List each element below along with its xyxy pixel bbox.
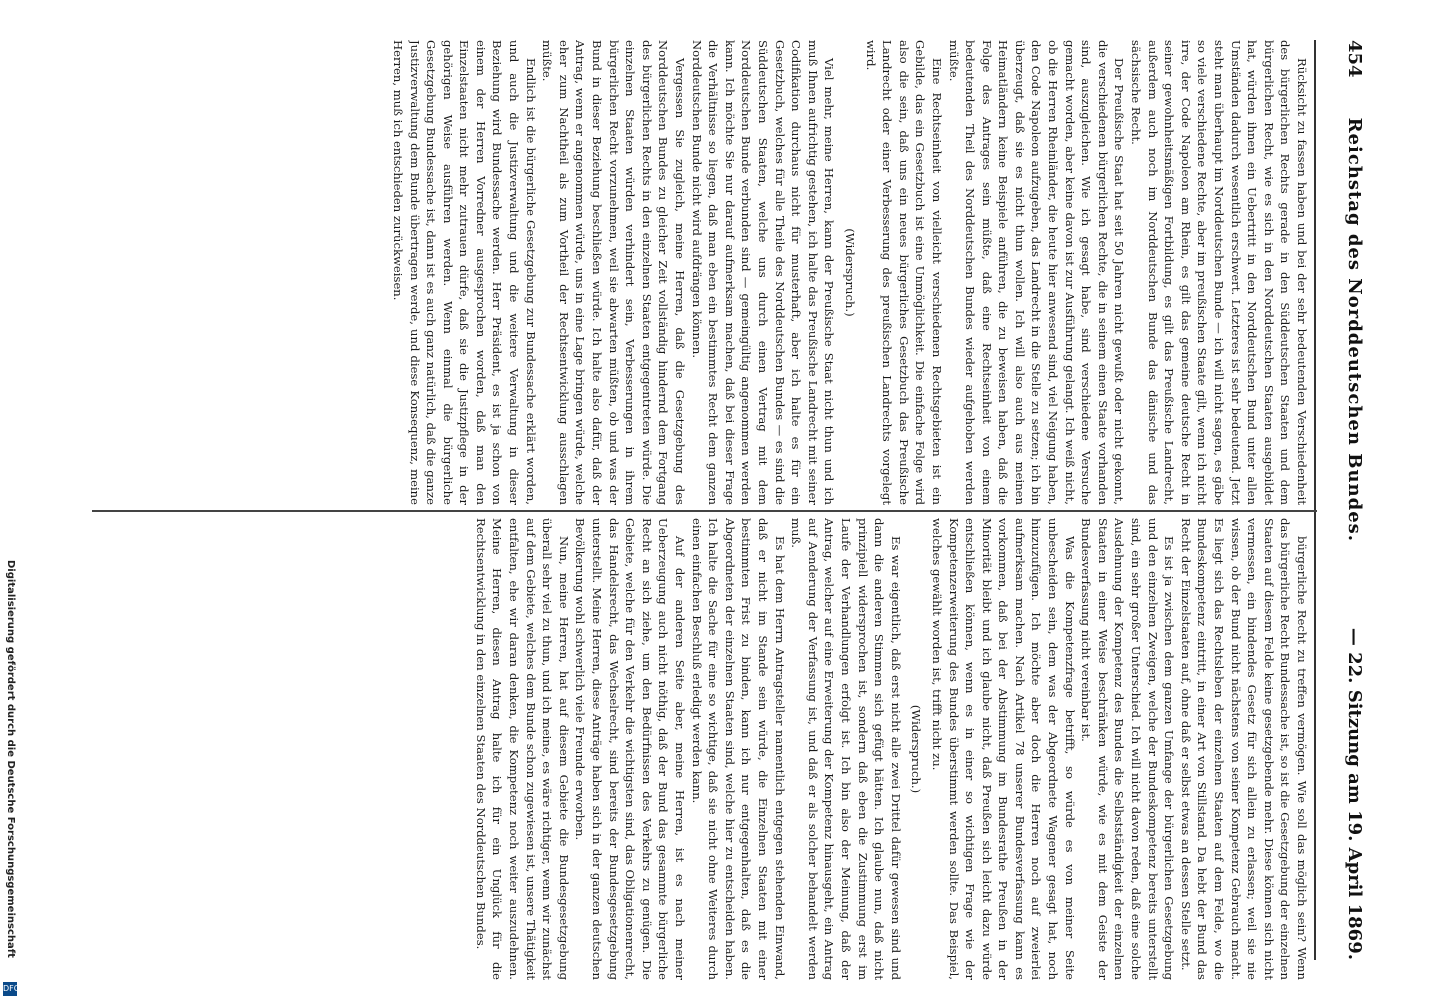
- header-session: — 22. Sitzung am 19. April 1869.: [1344, 627, 1366, 960]
- page-header: [1325, 40, 1385, 960]
- paragraph: Endlich ist die bürgerliche Gesetzgebung zur Bundessache erklärt worden, und auch die Justizverwaltung und die weitere Verwaltung in dieser Beziehung wird Bundessache werden. Herr Präsident, es ist ja schon von einem der Herren Vorredner ausgesprochen worden, daß man den Einzelstaaten nicht mehr zutrauen dürfe, daß sie die Justizpflege in der gehörigen Weise ausführen werden. Wenn einmal die bürgerliche Gesetzgebung Bundessache ist, dann ist es auch ganz natürlich, daß die ganze Justizverwaltung dem Bunde übertragen werde, und diese Konsequenz, meine Herren, muß ich entschieden zurückweisen.: [390, 40, 538, 505]
- interjection: (Widerspruch.): [842, 228, 857, 317]
- paragraph: Eine Rechtseinheit von vielleicht verschiedenen Rechtsgebieten ist ein Gebilde, das ein Gesetzbuch ist eine Unmöglichkeit. Die einfache Folge wird also die sein, daß uns ein neues bürgerliches Gesetzbuch das Preußische Landrecht oder einer Verbesserung des preußischen Landrechts vorgelegt wird.: [863, 40, 944, 505]
- header-title: Reichstag des Norddeutschen Bundes.: [1344, 117, 1366, 543]
- dfg-logo: DFG: [3, 982, 17, 996]
- paragraph: Der Preußische Staat hat seit 50 Jahren nicht gewußt oder nicht gekonnt, die verschiedenen bürgerlichen Rechte, die in seinem einen Staate vorhanden sind, auszugleichen. Wie ich gesagt habe, sind verschiedene Versuche gemacht worden, aber keine davon ist zur Ausführung gelangt. Ich weiß nicht, ob die Herren Rheinländer, die heute hier anwesend sind, viel Neigung haben, den Code Napoleon aufzugeben, das Landrecht in die Stelle zu setzen; ich bin überzeugt, daß sie es nicht thun wollen. Ich will also auch aus meinen Heimatländern keine Beispiele anführen, die zu beweisen haben, daß die Folge des Antrages sein müßte, daß eine Rechtseinheit von einem bedeutenden Theil des Norddeutschen Bundes wieder aufgehoben werden müßte.: [946, 40, 1127, 505]
- digitization-sidebar: [0, 0, 22, 1000]
- text-column-top: [100, 40, 1310, 505]
- paragraph: Viel mehr, meine Herren, kann der Preußische Staat nicht thun und ich muß Ihnen aufrichtig gestehen, ich halte das Preußische Landrecht mit seiner Codifikation durchaus nicht für musterhaft, aber ich halte es für ein Gesetzbuch, welches für alle Theile des Norddeutschen Bundes — es sind die Süddeutschen Staaten, welche uns durch einen Vertrag mit dem Norddeutschen Bunde verbunden sind — gemeingültig angenommen werden kann. Ich möchte Sie nur darauf aufmerksam machen, daß bei dieser Frage die Verhältnisse so liegen, daß man eben ein bestimmtes Recht dem ganzen Norddeutschen Bunde nicht wird aufdrängen können.: [689, 40, 837, 505]
- paragraph: Nun, meine Herren, hat auf diesem Gebiete die Bundesgesetzgebung überall sehr viel zu thun, und ich meine, es wäre richtiger, wenn wir zunächst auf dem Gebiete, welches dem Bunde schon zugewiesen ist, unsere Thätigkeit entfalten, ehe wir daran denken, die Kompetenz noch weiter auszudehnen. Meine Herren, diesen Antrag halte ich für ein Unglück für die Rechtsentwicklung in den einzelnen Staaten des Norddeutschen Bundes.: [473, 518, 571, 980]
- page-number: 454: [1344, 40, 1366, 78]
- paragraph: Rücksicht zu fassen haben und bei der sehr bedeutenden Verschiedenheit des bürgerlichen Rechts gerade in den Süddeutschen Staaten und dem bürgerlichen Recht, wie es sich in den Norddeutschen Staaten ausgebildet hat, würden ihnen ein Uebertritt in den Norddeutschen Bund unter allen Umständen dadurch wesentlich erschwert. Letzteres ist sehr bedeutend. Jetzt steht man überhaupt im Norddeutschen Bunde — ich will nicht sagen, es gäbe so viele verschiedene Rechte, aber im preußischen Staate gilt, wenn ich nicht irre, der Code Napoleon am Rhein, es gilt das gemeine deutsche Recht in seiner gewohnheitsmäßigen Fortbildung, es gilt das Preußische Landrecht, außerdem auch noch im Norddeutschen Bunde das dänische und das sächsische Recht.: [1129, 40, 1309, 505]
- interjection: (Widerspruch.): [909, 704, 924, 794]
- digitization-credit: [2, 560, 18, 980]
- paragraph: Was die Kompetenzfrage betrifft, so würde es von meiner Seite unbescheiden sein, dem was der Abgeordnete Wagener gesagt hat, noch hinzuzufügen. Ich möchte aber doch die Herren noch auf zweierlei aufmerksam machen. Nach Artikel 78 unserer Bundesverfassung kann es vorkommen, daß bei der Abstimmung im Bundesrathe Preußen in der Minorität bleibt und ich glaube nicht, daß Preußen sich leicht dazu würde entschließen können, wenn es in einer so wichtigen Frage wie der Kompetenzerweiterung des Bundes überstimmt werden sollte. Das Beispiel, welches gewählt worden ist, trifft nicht zu.: [929, 518, 1077, 980]
- credit-text: Digitalisierung gefördert durch die Deutsche Forschungsgemeinschaft: [5, 560, 16, 958]
- text-column-bottom: [100, 518, 1310, 980]
- paragraph: bürgerliche Recht zu treffen vermögen. Wie soll das möglich sein? Wenn das bürgerliche Recht Bundessache ist, so ist die Gesetzgebung der einzelnen Staaten auf diesem Felde keine gesetzgebende mehr. Diese können sich nicht vermessen, ein bindendes Gesetz für sich allein zu erlassen; weil sie nie wissen, ob der Bund nicht nächstens von seiner Kompetenz Gebrauch macht. Es liegt sich das Rechtsleben der einzelnen Staaten auf dem Felde, wo die Bundeskompetenz eintritt, in einer Art von Stillstand. Da hebt der Bund das Recht der Einzelstaaten auf, ohne daß er selbst etwas an dessen Stelle setzt.: [1178, 518, 1309, 980]
- paragraph: Auf der anderen Seite aber, meine Herren, ist es nach meiner Ueberzeugung auch nicht nöthig, daß der Bund das gesammte bürgerliche Recht an sich ziehe, um den Bedürfnissen des Verkehrs zu genügen. Die Gebiete, welche für den Verkehr die wichtigsten sind, das Obligationenrecht, das Handelsrecht, das Wechselrecht, sind bereits der Bundesgesetzgebung unterstellt. Meine Herren, diese Anträge haben sich in der ganzen deutschen Bevölkerung wohl schwerlich viele Freunde erworben.: [573, 518, 688, 980]
- paragraph: Vergessen Sie zugleich, meine Herren, daß die Gesetzgebung des Norddeutschen Bundes zu gleicher Zeit vollständig hindernd dem Fortgang des bürgerlichen Rechts in den einzelnen Staaten entgegentreten würde. Die einzelnen Staaten würden verhindert sein, Verbesserungen in ihrem bürgerlichen Recht vorzunehmen, weil sie abwarten müßten, ob und was der Bund in dieser Beziehung beschließen würde. Ich halte also dafür, daß der Antrag, wenn er angenommen würde, uns in eine Lage bringen würde, welche eher zum Nachtheil als zum Vortheil der Rechtsentwicklung ausschlagen müßte.: [540, 40, 688, 505]
- column-divider: [92, 510, 1317, 512]
- paragraph: Es ist ja zwischen dem ganzen Umfange der bürgerlichen Gesetzgebung und den einzelnen Zweigen, welche der Bundeskompetenz bereits unterstellt sind, ein sehr großer Unterschied. Ich will nicht davon reden, daß eine solche Ausdehnung der Kompetenz des Bundes die Selbstständigkeit der einzelnen Staaten in einer Weise beschränken würde, wie es mit dem Geiste der Bundesverfassung nicht vereinbar ist.: [1079, 518, 1177, 980]
- header-rule: [1314, 40, 1316, 960]
- paragraph: Es hat dem Herrn Antragsteller namentlich entgegen stehenden Einwand, daß er nicht im Stande sein würde, die Einzelnen Staaten mit einer bestimmten Frist zu binden, kann ich nur entgegenhalten, daß es die Abgeordneten der einzelnen Staaten sind, welche hier zu entscheiden haben. Ich halte die Sache für eine so wichtige, daß sie nicht ohne Weiteres durch einen einfachen Beschluß erledigt werden kann.: [689, 518, 787, 980]
- paragraph: Es war eigentlich, daß erst nicht alle zwei Drittel dafür gewesen sind und dann die anderen Stimmen sich gefügt hätten. Ich glaube nun, daß nicht prinzipiell widersprochen ist, sondern daß eben die Zustimmung erst im Laufe der Verhandlungen erfolgt ist. Ich bin also der Meinung, daß der Antrag, welcher auf eine Erweiterung der Kompetenz hinausgeht, ein Antrag auf Aenderung der Verfassung ist, und daß er als solcher behandelt werden muß.: [789, 518, 903, 980]
